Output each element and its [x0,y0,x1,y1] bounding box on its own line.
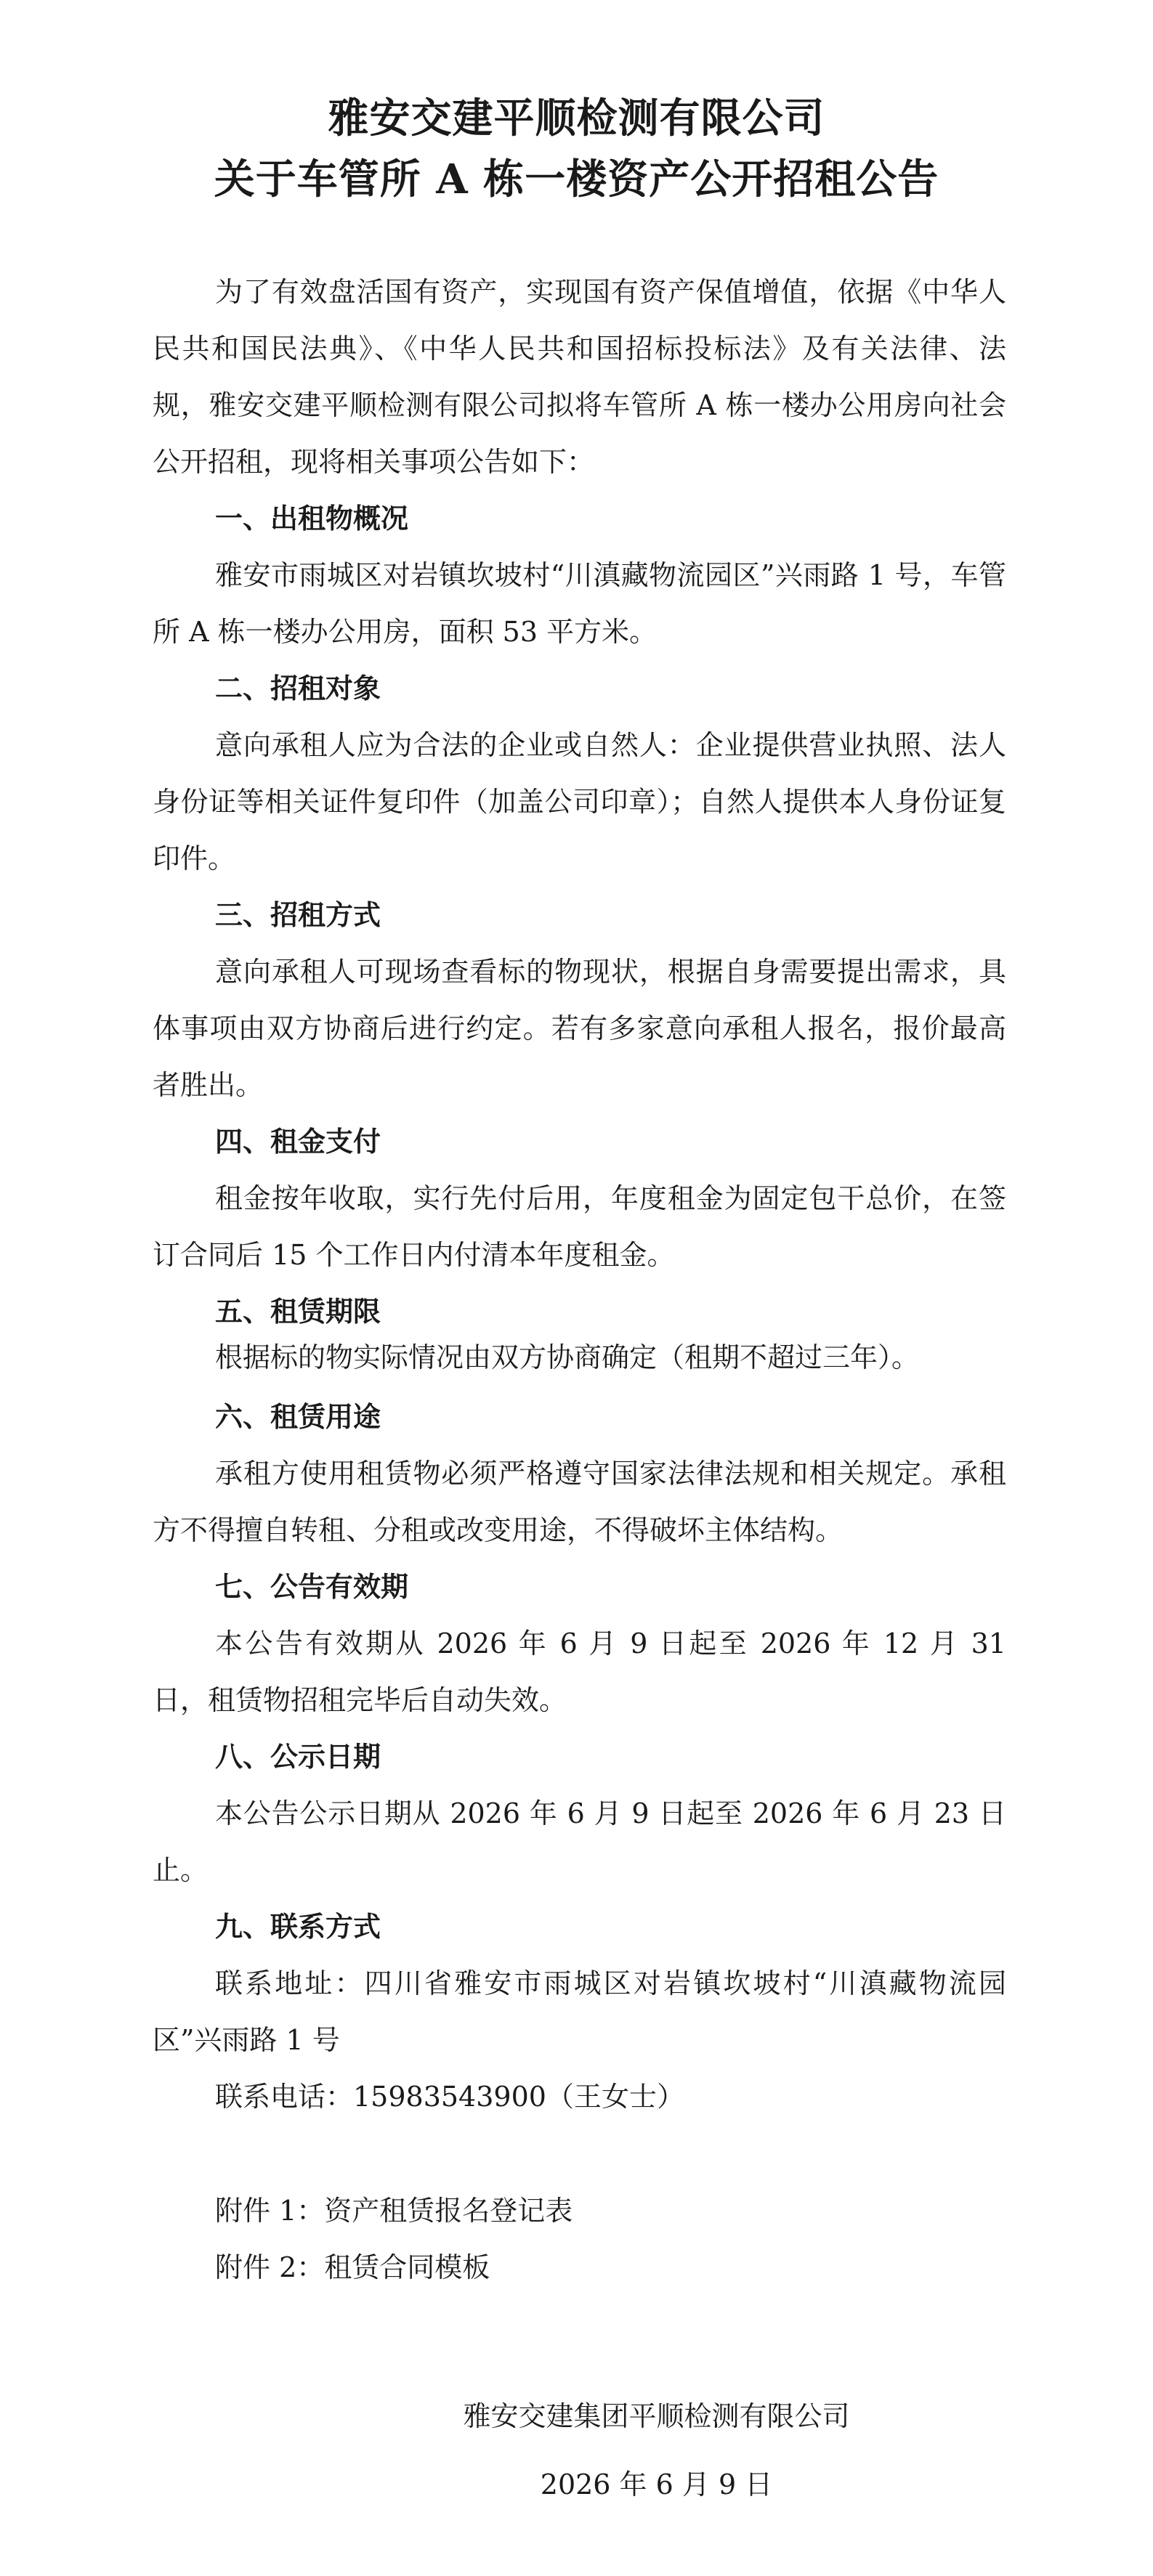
signature-date: 2026 年 6 月 9 日 [540,2469,773,2500]
section-text-5: 根据标的物实际情况由双方协商确定（租期不超过三年）。 [215,1341,920,1373]
section-heading-6: 六、租赁用途 [215,1400,381,1433]
attachment-2: 附件 2：租赁合同模板 [215,2251,490,2283]
document-title-line1: 雅安交建平顺检测有限公司 [328,94,825,142]
section-heading-7: 七、公告有效期 [215,1570,409,1603]
section-heading-8: 八、公示日期 [215,1740,381,1773]
section-text-2: 意向承租人应为合法的企业或自然人：企业提供营业执照、法人身份证等相关证件复印件（加盖公司印章）；自然人提供本人身份证复印件。 [153,729,1006,874]
section-heading-3: 三、招租方式 [215,898,381,931]
section-text-4: 租金按年收取，实行先付后用，年度租金为固定包干总价，在签订合同后 15 个工作日内付清本年度租金。 [153,1182,1006,1271]
attachment-1: 附件 1：资产租赁报名登记表 [215,2195,573,2227]
section-heading-2: 二、招租对象 [215,672,381,704]
section-text-1: 雅安市雨城区对岩镇坎坡村“川滇藏物流园区”兴雨路 1 号，车管所 A 栋一楼办公用房，面积 53 平方米。 [153,559,1006,648]
section-text-6: 承租方使用租赁物必须严格遵守国家法律法规和相关规定。承租方不得擅自转租、分租或改变用途，不得破坏主体结构。 [153,1458,1006,1546]
section-text-8: 本公告公示日期从 2026 年 6 月 9 日起至 2026 年 6 月 23 日止。 [153,1797,1006,1886]
contact-phone: 联系电话：15983543900（王女士） [215,2081,684,2113]
signature-company: 雅安交建集团平顺检测有限公司 [463,2400,850,2432]
section-heading-9: 九、联系方式 [215,1910,381,1943]
section-heading-4: 四、租金支付 [215,1125,381,1158]
section-heading-1: 一、出租物概况 [215,502,409,535]
contact-address: 联系地址：四川省雅安市雨城区对岩镇坎坡村“川滇藏物流园区”兴雨路 1 号 [153,1967,1006,2056]
section-text-3: 意向承租人可现场查看标的物现状，根据自身需要提出需求，具体事项由双方协商后进行约定。若有多家意向承租人报名，报价最高者胜出。 [153,956,1006,1101]
section-text-7: 本公告有效期从 2026 年 6 月 9 日起至 2026 年 12 月 31 日，租赁物招租完毕后自动失效。 [153,1628,1006,1716]
section-heading-5: 五、租赁期限 [215,1295,381,1328]
intro-paragraph: 为了有效盘活国有资产，实现国有资产保值增值，依据《中华人民共和国民法典》、《中华人民共和国招标投标法》及有关法律、法规，雅安交建平顺检测有限公司拟将车管所 A 栋一楼办公用房向社会公开招租，现将相关事项公告如下： [153,276,1006,478]
document-title-line2: 关于车管所 A 栋一楼资产公开招租公告 [214,155,939,203]
